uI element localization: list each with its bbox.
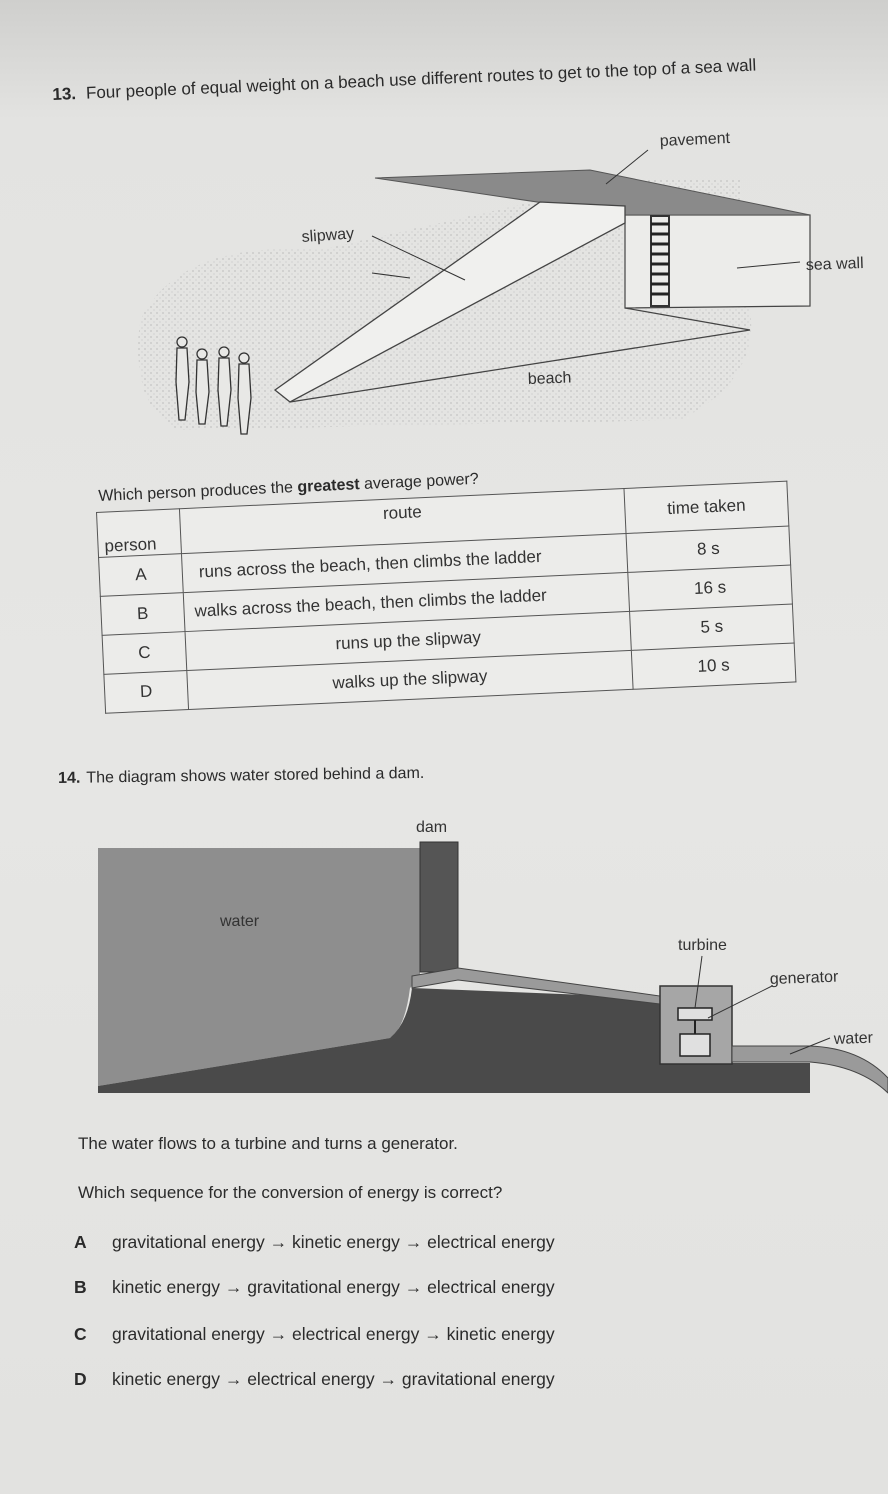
route-cell: runs up the slipway — [185, 611, 631, 670]
label-beach: beach — [527, 369, 572, 388]
label-water-reservoir: water — [220, 913, 260, 930]
flow-statement: The water flows to a turbine and turns a generator. — [78, 1134, 458, 1153]
route-cell: walks across the beach, then climbs the ladder — [183, 572, 629, 631]
dam-wall — [420, 842, 458, 972]
question-13-number: 13. — [52, 84, 77, 104]
question-13-text: Four people of equal weight on a beach use different routes to get to the top of a sea wall — [85, 55, 757, 103]
question-13-stem — [52, 50, 882, 105]
label-slipway: slipway — [301, 225, 355, 246]
generator — [680, 1034, 710, 1056]
route-cell: runs across the beach, then climbs the ladder — [181, 533, 627, 592]
label-water-outlet: water — [833, 1029, 874, 1048]
time-cell: 16 s — [628, 565, 793, 611]
label-dam: dam — [416, 819, 448, 836]
option-c[interactable] — [74, 1324, 555, 1345]
turbine — [678, 1008, 712, 1020]
dam-diagram — [90, 808, 888, 1100]
person-cell: C — [102, 632, 187, 675]
label-generator: generator — [769, 968, 839, 988]
label-turbine: turbine — [678, 937, 727, 954]
person-cell: B — [100, 593, 185, 636]
time-cell: 8 s — [626, 526, 791, 572]
option-key: A — [74, 1232, 87, 1252]
time-cell: 10 s — [631, 643, 796, 689]
header-time: time taken — [624, 481, 789, 533]
person-cell: D — [104, 671, 189, 714]
ladder — [651, 216, 669, 306]
option-d[interactable] — [74, 1369, 555, 1390]
question-13-prompt: Which person produces the greatest average power? — [98, 470, 480, 505]
option-a[interactable] — [74, 1232, 555, 1253]
header-person: person — [97, 509, 182, 558]
option-b[interactable] — [74, 1277, 555, 1298]
option-text: gravitational energy → kinetic energy → electrical energy — [112, 1232, 555, 1252]
option-text: gravitational energy → electrical energy → kinetic energy — [112, 1324, 555, 1344]
time-cell: 5 s — [630, 604, 795, 650]
question-14-text: The diagram shows water stored behind a dam. — [86, 764, 425, 787]
header-route: route — [179, 489, 626, 554]
emphasis-greatest: greatest — [297, 476, 360, 496]
question-14-stem — [58, 765, 424, 788]
routes-table — [96, 481, 796, 714]
person-cell: A — [99, 554, 184, 597]
label-pavement: pavement — [659, 129, 731, 150]
option-key: B — [74, 1277, 87, 1297]
route-cell: walks up the slipway — [187, 650, 633, 709]
option-text: kinetic energy → gravitational energy → electrical energy — [112, 1277, 555, 1297]
beach-sea-wall-diagram — [120, 120, 864, 450]
question-14-prompt: Which sequence for the conversion of energy is correct? — [78, 1183, 503, 1202]
label-sea-wall: sea wall — [805, 254, 864, 274]
option-text: kinetic energy → electrical energy → gravitational energy — [112, 1369, 555, 1389]
option-key: D — [74, 1369, 87, 1389]
question-14-number: 14. — [58, 769, 81, 787]
option-key: C — [74, 1324, 87, 1344]
